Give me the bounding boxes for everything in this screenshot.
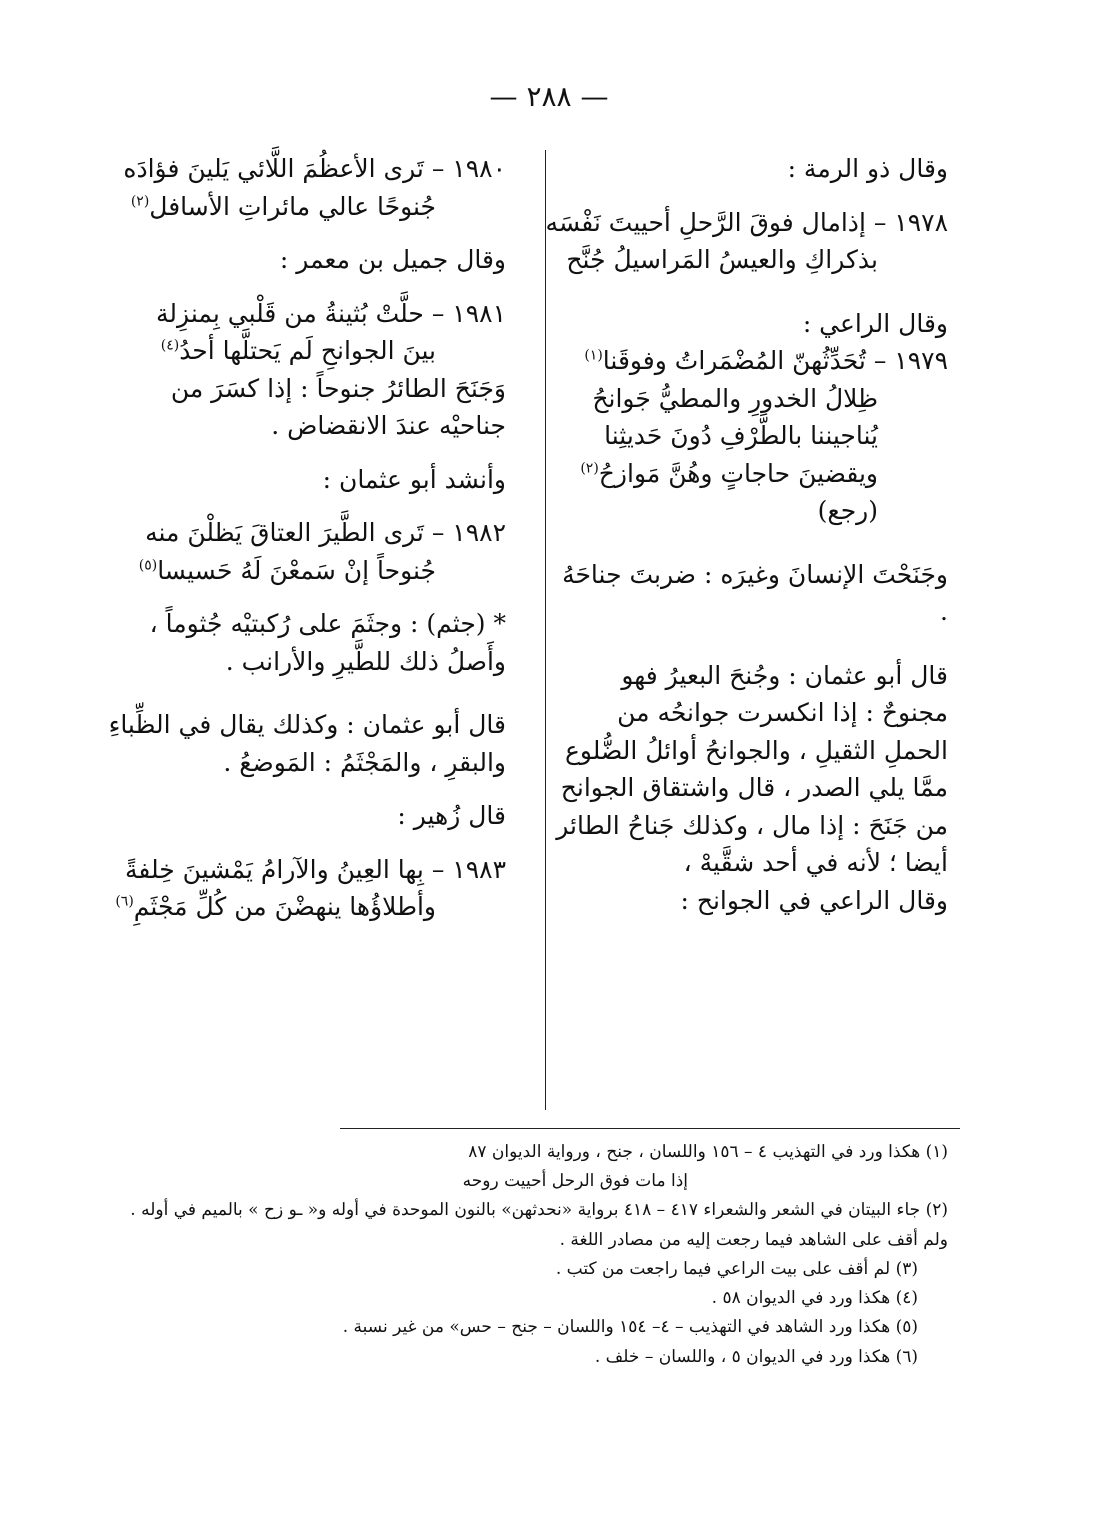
paragraph: وجَنَحْتَ الإنسانَ وغيرَه : ضربتَ جناحَهُ .	[562, 559, 948, 626]
footnote-4: (٤) هكذا ورد في الديوان ٥٨ .	[711, 1288, 918, 1309]
footnote-1: (١) هكذا ورد في التهذيب ٤ – ١٥٦ واللسان ، جنح ، ورواية الديوان ٨٧	[468, 1142, 948, 1162]
verse-1982-first: ١٩٨٢ – تَرى الطَّيرَ العتاقَ يَظلْنَ منه	[145, 518, 506, 547]
poet-intro: وقال جميل بن معمر :	[279, 245, 506, 274]
page-number: — ٢٨٨ —	[489, 80, 609, 113]
footnote-2: (٢) جاء البيتان في الشعر والشعراء ٤١٧ – ٤١٨ برواية «نحدثهن» بالنون الموحدة في أوله و« ـو زح » بالميم في أوله . ولم أقف على الشاهد فيما رجعت إليه من مصادر اللغة .	[130, 1200, 948, 1250]
verse-1981-second	[96, 332, 506, 370]
verse-1982-second	[96, 552, 506, 590]
poet-intro: وأنشد أبو عثمان :	[322, 464, 506, 494]
footnote-3: (٣) لم أقف على بيت الراعي فيما راجعت من كتب .	[555, 1258, 918, 1279]
verse-1979-second: ظِلالُ الخدورِ والمطيُّ جَوانحُ	[592, 383, 878, 413]
paragraph: قال أبو عثمان : وكذلك يقال في الظِّباءِ والبقرِ ، والمَجْثَمُ : المَوضعُ .	[108, 710, 506, 777]
verse-1979-third: يُناجيننا بالطَّرْفِ دُونَ حَديثِنا	[604, 421, 878, 450]
footnote-ref: (١)	[584, 347, 603, 364]
footnote-ref: (٦)	[115, 893, 134, 910]
verse-1978-second: بذكراكِ والعيسُ المَراسيلُ جُنَّح	[566, 245, 878, 274]
left-column	[96, 150, 506, 926]
verse-text: جُنوحًا عالي مائراتِ الأسافل	[149, 191, 436, 221]
right-column	[545, 150, 948, 919]
poet-intro: قال زُهير :	[397, 801, 506, 830]
verse-1983-second	[96, 888, 506, 926]
paragraph: وَجَنَحَ الطائرُ جنوحاً : إذا كسَرَ من جناحيْه عندَ الانقضاض .	[170, 373, 506, 440]
footnote-ref: (٢)	[130, 193, 150, 210]
footnote-5: (٥) هكذا ورد الشاهد في التهذيب – ٤– ١٥٤ واللسان – جنح – حس» من غير نسبة .	[342, 1317, 918, 1338]
footnote-1-verse: إذا مات فوق الرحل أحييت روحه	[462, 1171, 688, 1192]
footnote-ref: (٤)	[160, 337, 180, 354]
poet-intro: وقال الراعي :	[802, 308, 948, 338]
paragraph: وقال الراعي في الجوانح :	[680, 885, 948, 915]
verse-1978-first: ١٩٧٨ – إذامال فوقَ الرَّحلِ أحييتَ نَفْسَه	[545, 207, 948, 237]
footnotes	[128, 1138, 948, 1372]
verse-1979-first	[548, 342, 948, 380]
footnote-ref: (٥)	[138, 557, 158, 574]
verse-1981-first: ١٩٨١ – حلَّتْ بُثينةُ من قَلْبي بِمنزِلة	[156, 298, 506, 328]
verse-1980-second	[96, 188, 506, 226]
paragraph: * (جثم) : وجثَمَ على رُكبتيْه جُثوماً ، وأَصلُ ذلك للطَّيرِ والأرانب .	[149, 609, 506, 676]
footnote-ref: (٢)	[580, 460, 599, 477]
verse-text: بينَ الجوانحِ لَم يَحتلَّها أحدُ	[179, 336, 436, 365]
column-divider	[545, 150, 546, 1110]
verse-text: وأطلاؤُها ينهضْنَ من كُلِّ مَجْثَمِ	[133, 892, 436, 921]
paragraph: قال أبو عثمان : وجُنحَ البعيرُ فهو مجنوحٌ : إذا انكسرت جوانحُه من الحملِ الثقيلِ ، والجوانحُ أوائلُ الضُّلوع ممَّا يلي الصدر ، قال واشتقاق الجوانح من جَنَحَ : إذا مال ، وكذلك جَناحُ الطائر أيضا ؛ لأنه في أحد شقَّيهْ ،	[556, 660, 948, 877]
verse-1979-fourth	[548, 455, 948, 493]
verse-text: ويقضينَ حاجاتٍ وهُنَّ مَوازحُ	[598, 458, 878, 488]
footnote-6: (٦) هكذا ورد في الديوان ٥ ، واللسان – خلف .	[594, 1346, 918, 1367]
verse-text: جُنوحاً إنْ سَمعْنَ لَهُ حَسيسا	[157, 555, 436, 585]
rajaa-marker: (رجع)	[817, 496, 878, 525]
poet-intro: وقال ذو الرمة :	[787, 154, 948, 183]
verse-1980-first: ١٩٨٠ – تَرى الأعظُمَ اللَّائي يَلينَ فؤادَه	[123, 154, 506, 183]
verse-text: ١٩٧٩ – تُحَدِّثُهنّ المُضْمَراتُ وفوقَنا	[602, 346, 948, 375]
footnote-rule	[340, 1128, 960, 1129]
verse-1983-first: ١٩٨٣ – بِها العِينُ والآرامُ يَمْشينَ خِلفةً	[124, 854, 506, 884]
